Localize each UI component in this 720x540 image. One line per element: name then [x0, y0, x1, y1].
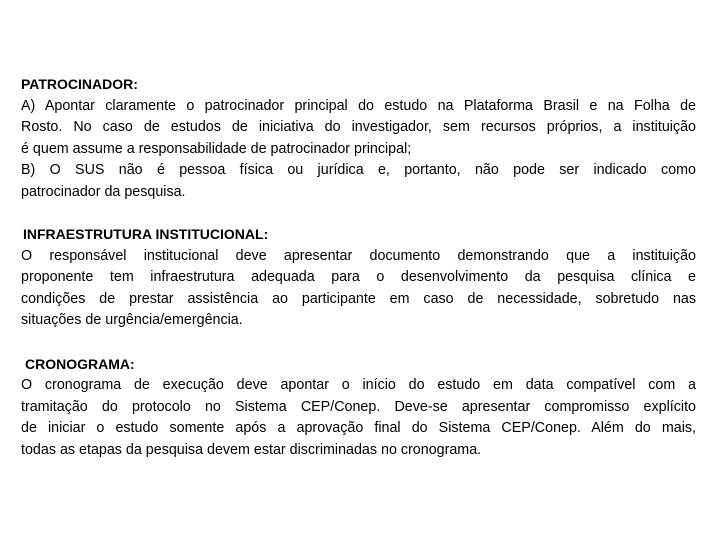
- text-line: A) Apontar claramente o patrocinador principal do estudo na Plataforma Brasil e na Folha de: [21, 97, 696, 114]
- text-line: de iniciar o estudo somente após a aprovação final do Sistema CEP/Conep. Além do mais,: [21, 420, 696, 436]
- section-infraestrutura: [21, 224, 696, 332]
- text-line: tramitação do protocolo no Sistema CEP/Conep. Deve-se apresentar compromisso explícito: [21, 398, 696, 415]
- section-heading-cronograma: CRONOGRAMA:: [25, 355, 135, 372]
- text-line: condições de prestar assistência ao participante em caso de necessidade, sobretudo nas: [21, 290, 696, 307]
- section-heading-patrocinador: PATROCINADOR:: [21, 76, 138, 92]
- text-line: é quem assume a responsabilidade de patrocinador principal;: [21, 140, 412, 157]
- section-text-cronograma: [21, 375, 696, 461]
- text-line: situações de urgência/emergência.: [21, 312, 243, 328]
- text-line: O cronograma de execução deve apontar o início do estudo em data compatível com a: [21, 377, 696, 393]
- document-body: [21, 74, 696, 461]
- section-patrocinador: [21, 74, 696, 203]
- text-line: todas as etapas da pesquisa devem estar discriminadas no cronograma.: [21, 441, 482, 458]
- text-line: proponente tem infraestrutura adequada para o desenvolvimento da pesquisa clínica e: [21, 269, 696, 285]
- section-text-patrocinador: [21, 96, 696, 204]
- section-heading-infraestrutura: INFRAESTRUTURA INSTITUCIONAL:: [23, 226, 269, 242]
- section-cronograma: [21, 354, 696, 462]
- text-line: O responsável institucional deve apresentar documento demonstrando que a instituição: [21, 247, 696, 264]
- text-line: B) O SUS não é pessoa física ou jurídica e, portanto, não pode ser indicado como: [21, 162, 696, 178]
- text-line: Rosto. No caso de estudos de iniciativa do investigador, sem recursos próprios, a instituição: [21, 119, 696, 135]
- text-line: patrocinador da pesquisa.: [21, 183, 186, 200]
- section-text-infraestrutura: [21, 246, 696, 332]
